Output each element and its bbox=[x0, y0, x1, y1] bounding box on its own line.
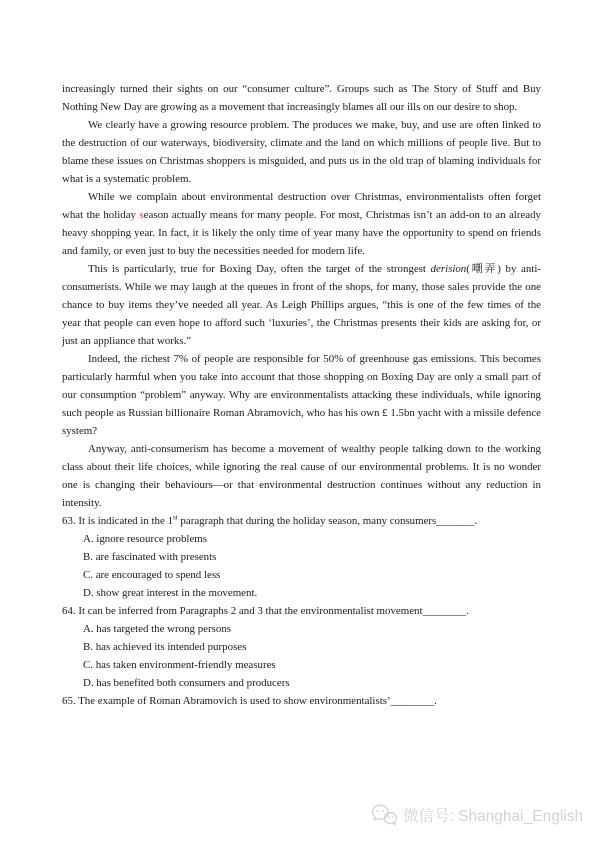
answer-option: A. has targeted the wrong persons bbox=[83, 623, 231, 635]
article-body bbox=[62, 80, 541, 512]
question-stem bbox=[62, 692, 541, 710]
text-segment: Indeed, the richest 7% of people are responsible for 50% of greenhouse gas emissions. This becomes particularly harmful when you take into account that those shopping on Boxing Day are only a small part of our consumption “problem” anyway. Why are environmentalists attacking these individuals, while ignoring such people as Russian billionaire Roman Abramovich, who has his own £ 1.5bn yacht with a missile defence system? bbox=[62, 353, 541, 437]
text-segment: . bbox=[434, 695, 437, 707]
question-number: 63. bbox=[62, 515, 79, 527]
answer-option: D. has benefited both consumers and producers bbox=[83, 677, 290, 689]
text-segment: st bbox=[173, 513, 178, 522]
text-segment: It can be inferred from Paragraphs 2 and 3 that the environmentalist movement bbox=[78, 605, 423, 617]
text-segment: s bbox=[139, 209, 144, 221]
text-segment: (嘲弄) by anti-consumerists. While we may laugh at the queues in front of the shops, for many, those sales provide the one chance to buy items they’ve needed all year. As Leigh Phillips argues, “this is one of the few times of the year that people can even hope to afford such ‘luxuries’, the Christmas presents their kids are asking for, or just an appliance that works.” bbox=[62, 263, 541, 347]
text-segment: We clearly have a growing resource problem. The produces we make, buy, and use are often linked to the destruction of our waterways, biodiversity, climate and the land on which millions of people live. But to blame these issues on Christmas shoppers is misguided, and puts us in the old trap of blaming individuals for what is a systematic problem. bbox=[62, 119, 541, 185]
answer-option: C. has taken environment-friendly measures bbox=[83, 659, 276, 671]
answer-option: B. has achieved its intended purposes bbox=[83, 641, 247, 653]
question-stem bbox=[62, 602, 541, 620]
text-segment: While we complain about environmental destruction over Christmas, environmentalists often forget what the holiday bbox=[62, 191, 541, 221]
question-number: 64. bbox=[62, 605, 79, 617]
text-segment: eason actually means for many people. For most, Christmas isn’t an add-on to an already heavy shopping year. In fact, it is likely the only time of year many have the opportunity to spend on friends and family, or even just to buy the necessities needed for modern life. bbox=[62, 209, 541, 257]
answer-blank: ________ bbox=[422, 605, 467, 617]
text-segment: Anyway, anti-consumerism has become a movement of wealthy people talking down to the working class about their life choices, while ignoring the real cause of our environmental problems. It is no wonder one is changing their behaviours—or that environmental destruction continues without any reduction in intensity. bbox=[62, 443, 541, 509]
text-segment: This is particularly, true for Boxing Day, often the target of the strongest bbox=[88, 263, 431, 275]
text-segment: derision bbox=[430, 263, 467, 275]
text-segment: The example of Roman Abramovich is used to show environmentalists’ bbox=[78, 695, 391, 707]
answer-blank: ________ bbox=[390, 695, 435, 707]
article-paragraph bbox=[62, 188, 541, 260]
questions-section bbox=[62, 512, 541, 710]
article-paragraph bbox=[62, 350, 541, 440]
question-number: 65. bbox=[62, 695, 79, 707]
answer-option: B. are fascinated with presents bbox=[83, 551, 217, 563]
text-segment: paragraph that during the holiday season, many consumers bbox=[177, 515, 437, 527]
article-paragraph bbox=[62, 440, 541, 512]
answer-blank: _______ bbox=[436, 515, 475, 527]
article-paragraph bbox=[62, 116, 541, 188]
text-segment: It is indicated in the 1 bbox=[78, 515, 174, 527]
page-content bbox=[62, 80, 541, 710]
answer-option: A. ignore resource problems bbox=[83, 533, 207, 545]
text-segment: . bbox=[466, 605, 469, 617]
article-paragraph bbox=[62, 80, 541, 116]
watermark-text: 微信号: Shanghai_English bbox=[403, 807, 584, 825]
answer-option: C. are encouraged to spend less bbox=[83, 569, 221, 581]
watermark bbox=[371, 803, 583, 826]
wechat-icon bbox=[371, 803, 398, 826]
question-stem bbox=[62, 512, 541, 530]
text-segment: . bbox=[474, 515, 478, 527]
answer-option: D. show great interest in the movement. bbox=[83, 587, 258, 599]
article-paragraph bbox=[62, 260, 541, 350]
text-segment: increasingly turned their sights on our “consumer culture”. Groups such as The Story of Stuff and Buy Nothing New Day are growing as a movement that increasingly blames all our ills on our desire to shop. bbox=[62, 83, 541, 113]
